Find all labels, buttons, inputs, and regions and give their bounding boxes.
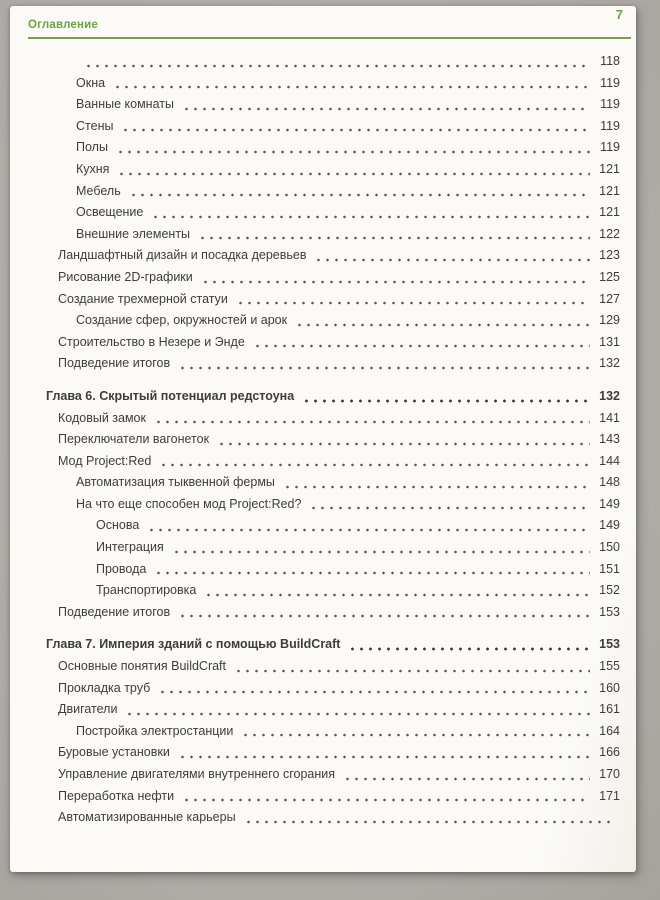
toc-entry-page: 164 <box>599 723 620 738</box>
toc-entry-label: Окна <box>76 75 106 90</box>
toc-entry <box>10 267 620 289</box>
toc-entry-label: Двигатели <box>58 702 118 717</box>
toc-entry <box>10 764 620 786</box>
toc-entry <box>10 137 620 159</box>
toc-entry-label: Основные понятия BuildCraft <box>58 659 227 674</box>
toc-entry <box>10 515 620 537</box>
toc-entry-label: Полы <box>76 140 108 155</box>
toc-entry-page: 121 <box>599 205 620 220</box>
toc-entry-label: Переработка нефти <box>58 788 175 803</box>
dot-leader <box>239 721 590 743</box>
dot-leader <box>300 386 590 408</box>
toc-entry-page: 131 <box>599 334 620 349</box>
toc-entry-label: Провода <box>96 561 147 576</box>
dot-leader <box>180 94 590 116</box>
toc-entry-label: Интеграция <box>96 540 164 555</box>
toc-entry <box>10 353 620 375</box>
toc-entry-page: 149 <box>599 518 620 533</box>
dot-leader <box>157 451 590 473</box>
toc-entry <box>10 73 620 95</box>
toc-entry-page: 118 <box>600 54 620 68</box>
dot-leader <box>114 137 590 159</box>
toc-entry-label: На что еще способен мод Project:Red? <box>76 496 302 511</box>
toc-entry <box>10 721 620 743</box>
dot-leader <box>215 429 590 451</box>
toc-entry <box>10 537 620 559</box>
dot-leader <box>307 494 590 516</box>
header-divider <box>28 37 631 39</box>
toc-entry <box>10 116 620 138</box>
toc-entry-page: 141 <box>599 410 620 425</box>
toc-entry <box>10 181 620 203</box>
toc-entry-label: Кухня <box>76 161 110 176</box>
dot-leader <box>111 73 590 95</box>
toc-entry-label: Ванные комнаты <box>76 97 174 112</box>
toc-entry <box>10 224 620 246</box>
toc-entry <box>10 310 620 332</box>
dot-leader <box>145 515 590 537</box>
toc-entry-page: 129 <box>599 313 620 328</box>
dot-leader <box>156 678 590 700</box>
toc-entry <box>10 634 620 656</box>
toc-entry-page: 125 <box>599 269 620 284</box>
header-title: Оглавление <box>28 19 99 31</box>
toc-entry-label: Создание трехмерной статуи <box>58 291 228 306</box>
toc-entry-page: 127 <box>599 291 620 306</box>
toc-entry <box>10 202 620 224</box>
toc-entry-page: 143 <box>599 432 620 447</box>
toc-entry <box>10 472 620 494</box>
toc-entry-label: Ландшафтный дизайн и посадка деревьев <box>58 248 307 263</box>
toc-entry-page: 119 <box>600 140 620 155</box>
toc-entry <box>10 602 620 624</box>
toc-entry <box>10 289 620 311</box>
dot-leader <box>232 656 590 678</box>
toc-entry-page: 171 <box>599 788 620 803</box>
toc-entry <box>10 245 620 267</box>
toc-entry <box>10 494 620 516</box>
toc-entry-label: Мод Project:Red <box>58 453 152 468</box>
dot-leader <box>149 202 590 224</box>
toc-entry-label: Глава 6. Скрытый потенциал редстоуна <box>46 388 295 403</box>
toc-entry-label: Создание сфер, окружностей и арок <box>76 313 288 328</box>
toc-entry-page: 170 <box>599 767 620 781</box>
dot-leader <box>346 634 590 656</box>
toc-entry-label: Кодовый замок <box>58 410 146 425</box>
toc-entry-page: 152 <box>599 583 620 598</box>
toc-entry-label: Буровые установки <box>58 745 170 760</box>
toc-entry <box>10 332 620 354</box>
dot-leader <box>341 764 590 786</box>
toc-entry <box>10 386 620 408</box>
toc-entry <box>10 786 620 808</box>
dot-leader <box>242 807 616 829</box>
dot-leader <box>170 537 590 559</box>
toc-entry <box>10 580 620 602</box>
dot-leader <box>176 353 590 375</box>
toc-entry-label: Переключатели вагонеток <box>58 432 210 447</box>
toc-entry <box>10 559 620 581</box>
dot-leader <box>293 310 590 332</box>
toc-entry-page: 151 <box>599 561 620 576</box>
toc-entry-label: Прокладка труб <box>58 680 151 695</box>
dot-leader <box>119 116 590 138</box>
dot-leader <box>196 224 590 246</box>
toc-entry <box>10 159 620 181</box>
toc-entry-page: 148 <box>599 475 620 490</box>
toc-entry-page: 144 <box>599 453 620 468</box>
toc-entry-page: 123 <box>599 248 620 263</box>
toc-entry <box>10 656 620 678</box>
toc-entry-label: Строительство в Незере и Энде <box>58 334 245 349</box>
toc-entry-label: Мебель <box>76 183 121 198</box>
toc-entry-label: Постройка электростанции <box>76 723 234 738</box>
toc-entry-label: Автоматизация тыквенной фермы <box>76 475 275 490</box>
toc-entry-page: 121 <box>599 183 620 198</box>
dot-leader <box>251 332 590 354</box>
dot-leader <box>234 289 590 311</box>
toc-entry <box>10 51 620 73</box>
toc-entry-page: 119 <box>600 75 620 90</box>
dot-leader <box>176 742 590 764</box>
page-header <box>10 6 636 39</box>
toc-entry-label: Рисование 2D-графики <box>58 269 193 284</box>
toc-entry <box>10 742 620 764</box>
dot-leader <box>82 51 590 73</box>
toc-entry-label: Управление двигателями внутреннего сгорания <box>58 767 336 781</box>
dot-leader <box>176 602 590 624</box>
toc-entry <box>10 451 620 473</box>
toc-entry-page: 121 <box>599 161 620 176</box>
toc-entry-label: Освещение <box>76 205 144 220</box>
toc-entry-label: Транспортировка <box>96 583 197 598</box>
toc-entry <box>10 807 620 829</box>
dot-leader <box>180 786 590 808</box>
toc-entry-label: Внешние элементы <box>76 226 191 241</box>
toc-entry-page: 166 <box>599 745 620 760</box>
toc-entry <box>10 678 620 700</box>
toc-entry-page: 150 <box>599 540 620 555</box>
toc-entry-page: 161 <box>599 702 620 717</box>
dot-leader <box>199 267 590 289</box>
page-number: 7 <box>615 7 623 22</box>
toc-entry-label: Автоматизированные карьеры <box>58 810 236 825</box>
book-page <box>10 6 636 872</box>
dot-leader <box>281 472 590 494</box>
toc-entry-label: Подведение итогов <box>58 604 171 619</box>
dot-leader <box>202 580 590 602</box>
dot-leader <box>152 559 590 581</box>
dot-leader <box>312 245 590 267</box>
toc-entry-page: 155 <box>599 659 620 674</box>
toc-entry-page: 160 <box>599 680 620 695</box>
toc-entry-page: 153 <box>599 604 620 619</box>
toc-entry-label: Стены <box>76 118 114 133</box>
dot-leader <box>115 159 590 181</box>
toc-entry-label: Глава 7. Империя зданий с помощью BuildCraft <box>46 637 341 652</box>
toc-entry-page: 132 <box>599 388 620 403</box>
toc-entry <box>10 94 620 116</box>
toc-entry-label: Основа <box>96 518 140 533</box>
dot-leader <box>127 181 590 203</box>
toc-list <box>10 51 636 829</box>
toc-entry-page: 119 <box>600 97 620 112</box>
toc-entry-page: 132 <box>599 356 620 371</box>
toc-entry <box>10 408 620 430</box>
dot-leader <box>152 408 590 430</box>
dot-leader <box>123 699 590 721</box>
toc-entry-label: Подведение итогов <box>58 356 171 371</box>
toc-entry <box>10 699 620 721</box>
toc-entry-page: 122 <box>599 226 620 241</box>
toc-entry-page: 119 <box>600 118 620 133</box>
toc-entry-page: 153 <box>599 637 620 652</box>
toc-entry-page: 149 <box>599 496 620 511</box>
toc-entry <box>10 429 620 451</box>
